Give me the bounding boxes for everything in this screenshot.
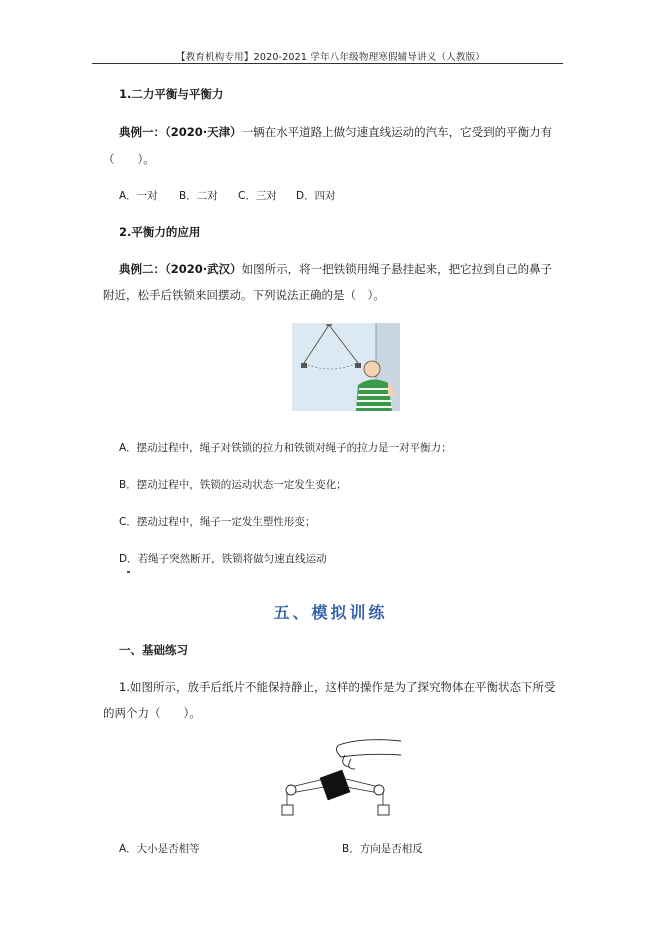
example-one-option-a: A．一对 — [119, 190, 158, 202]
example-one-prefix: 典例一：（2020·天津） — [119, 125, 242, 139]
example-one-option-c: C．三对 — [238, 190, 277, 202]
example-two-body: 如图所示，将一把铁锁用绳子悬挂起来，把它拉到自己的鼻子 — [241, 262, 553, 276]
pendulum-lock-figure — [292, 323, 400, 411]
question-one-line1: 1.如图所示，放手后纸片不能保持静止，这样的操作是为了探究物体在平衡状态下所受 — [119, 680, 556, 694]
example-two-line1 — [119, 261, 552, 277]
example-two-option-c: C．摆动过程中，绳子一定发生塑性形变； — [119, 516, 316, 528]
example-two-prefix: 典例二：（2020·武汉） — [119, 262, 242, 276]
example-two-option-d: D．若绳子突然断开，铁锁将做匀速直线运动 — [119, 553, 327, 565]
document-header: 【教育机构专用】2020-2021 学年八年级物理寒假辅导讲义（人教版） — [175, 52, 485, 63]
example-one-blank: （ ）。 — [103, 152, 155, 166]
example-two-line2: 附近，松手后铁锁来回摆动。下列说法正确的是（ ）。 — [103, 288, 385, 302]
example-two-option-a: A．摆动过程中，绳子对铁锁的拉力和铁锁对绳子的拉力是一对平衡力； — [119, 442, 452, 454]
example-one-line1 — [119, 124, 552, 140]
question-one-option-a: A．大小是否相等 — [119, 843, 200, 855]
question-one-option-b: B．方向是否相反 — [342, 843, 423, 855]
part-five-title: 五、模拟训练 — [273, 603, 388, 622]
example-one-body: 一辆在水平道路上做匀速直线运动的汽车，它受到的平衡力有 — [241, 125, 553, 139]
question-one-line2: 的两个力（ ）。 — [103, 706, 201, 720]
header-divider — [92, 63, 563, 64]
card-pulley-figure — [279, 735, 403, 821]
basic-practice-heading: 一、基础练习 — [119, 643, 188, 657]
stray-mark — [127, 571, 130, 573]
section-heading-applications: 2.平衡力的应用 — [119, 225, 201, 239]
section-heading-balance-forces: 1.二力平衡与平衡力 — [119, 87, 224, 101]
example-one-option-d: D．四对 — [296, 190, 336, 202]
example-one-option-b: B．二对 — [179, 190, 218, 202]
example-two-option-b: B．摆动过程中，铁锁的运动状态一定发生变化； — [119, 479, 347, 491]
